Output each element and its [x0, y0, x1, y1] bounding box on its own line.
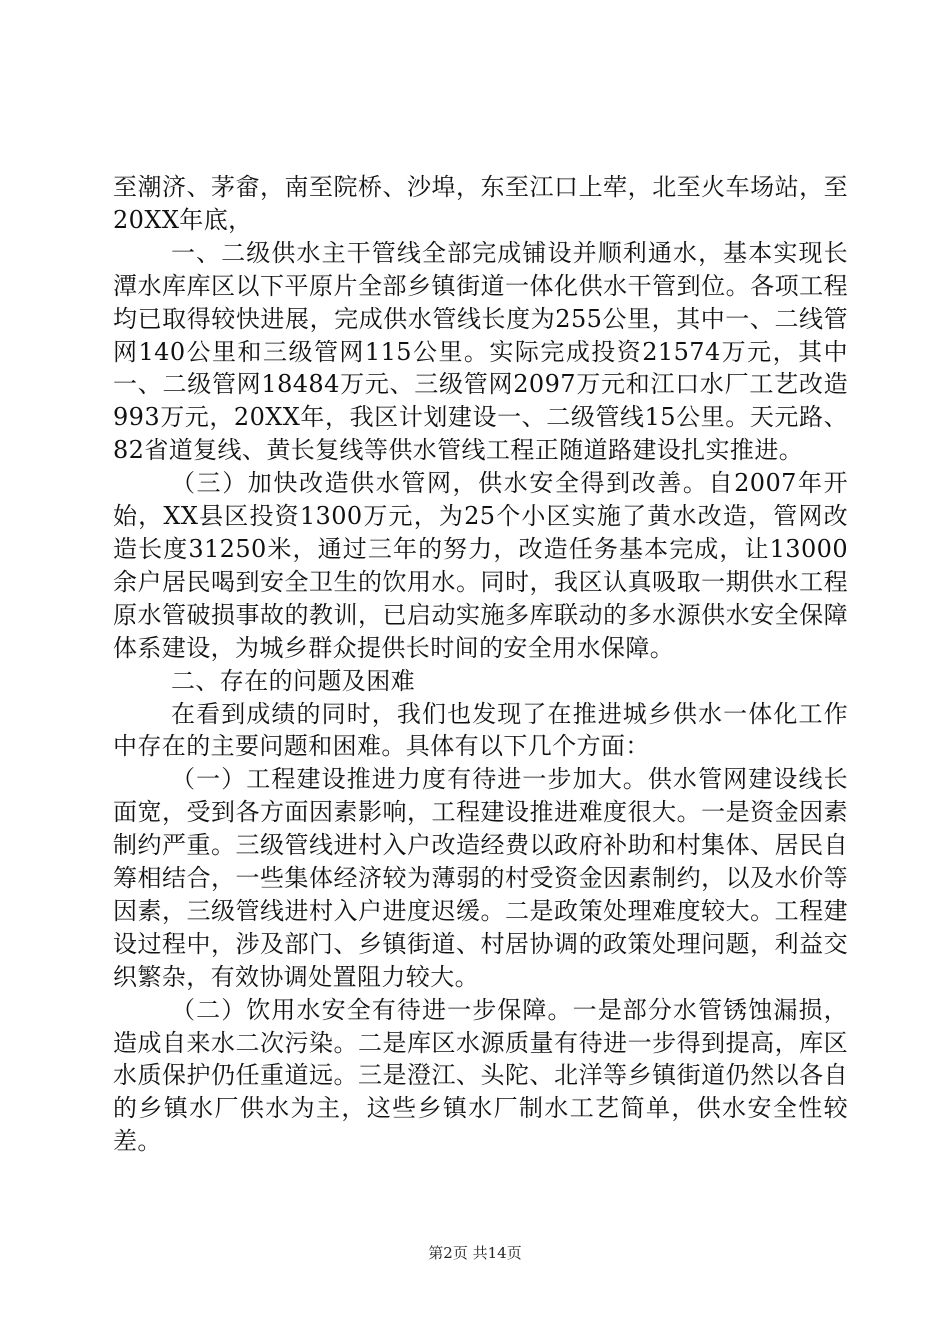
paragraph-mainline-progress: 一、二级供水主干管线全部完成铺设并顺利通水，基本实现长潭水库库区以下平原片全部乡镇街道一体化供水干管到位。各项工程均已取得较快进展，完成供水管线长度为255公里，其中一、二线管网140公里和三级管网115公里。实际完成投资21574万元，其中一、二级管网18484万元、三级管网2097万元和江口水厂工艺改造993万元，20XX年，我区计划建设一、二级管线15公里。天元路、82省道复线、黄长复线等供水管线工程正随道路建设扎实推进。: [113, 238, 848, 465]
page-number-label: 第2页 共14页: [428, 1244, 522, 1262]
page-footer: [0, 1243, 950, 1263]
paragraph-water-safety-issue: （二）饮用水安全有待进一步保障。一是部分水管锈蚀漏损，造成自来水二次污染。二是库区水源质量有待进一步得到提高，库区水质保护仍任重道远。三是澄江、头陀、北洋等乡镇街道仍然以各自的乡镇水厂供水为主，这些乡镇水厂制水工艺简单，供水安全性较差。: [113, 995, 848, 1156]
paragraph-construction-issue: （一）工程建设推进力度有待进一步加大。供水管网建设线长面宽，受到各方面因素影响，工程建设推进难度很大。一是资金因素制约严重。三级管线进村入户改造经费以政府补助和村集体、居民自筹相结合，一些集体经济较为薄弱的村受资金因素制约，以及水价等因素，三级管线进村入户进度迟缓。二是政策处理难度较大。工程建设过程中，涉及部门、乡镇街道、村居协调的政策处理问题，利益交织繁杂，有效协调处置阻力较大。: [113, 765, 848, 991]
paragraph-continuation: 至潮济、茅畲，南至院桥、沙埠，东至江口上荦，北至火车场站，至20XX年底，: [113, 173, 848, 234]
paragraph-problems-intro: 在看到成绩的同时，我们也发现了在推进城乡供水一体化工作中存在的主要问题和困难。具体有以下几个方面：: [113, 699, 848, 761]
document-body: [113, 171, 848, 1158]
section-heading-problems: 二、存在的问题及困难: [171, 666, 415, 695]
paragraph-pipe-renovation: （三）加快改造供水管网，供水安全得到改善。自2007年开始，XX县区投资1300万元，为25个小区实施了黄水改造，管网改造长度31250米，通过三年的努力，改造任务基本完成，让13000余户居民喝到安全卫生的饮用水。同时，我区认真吸取一期供水工程原水管破损事故的教训，已启动实施多库联动的多水源供水安全保障体系建设，为城乡群众提供长时间的安全用水保障。: [113, 469, 848, 662]
